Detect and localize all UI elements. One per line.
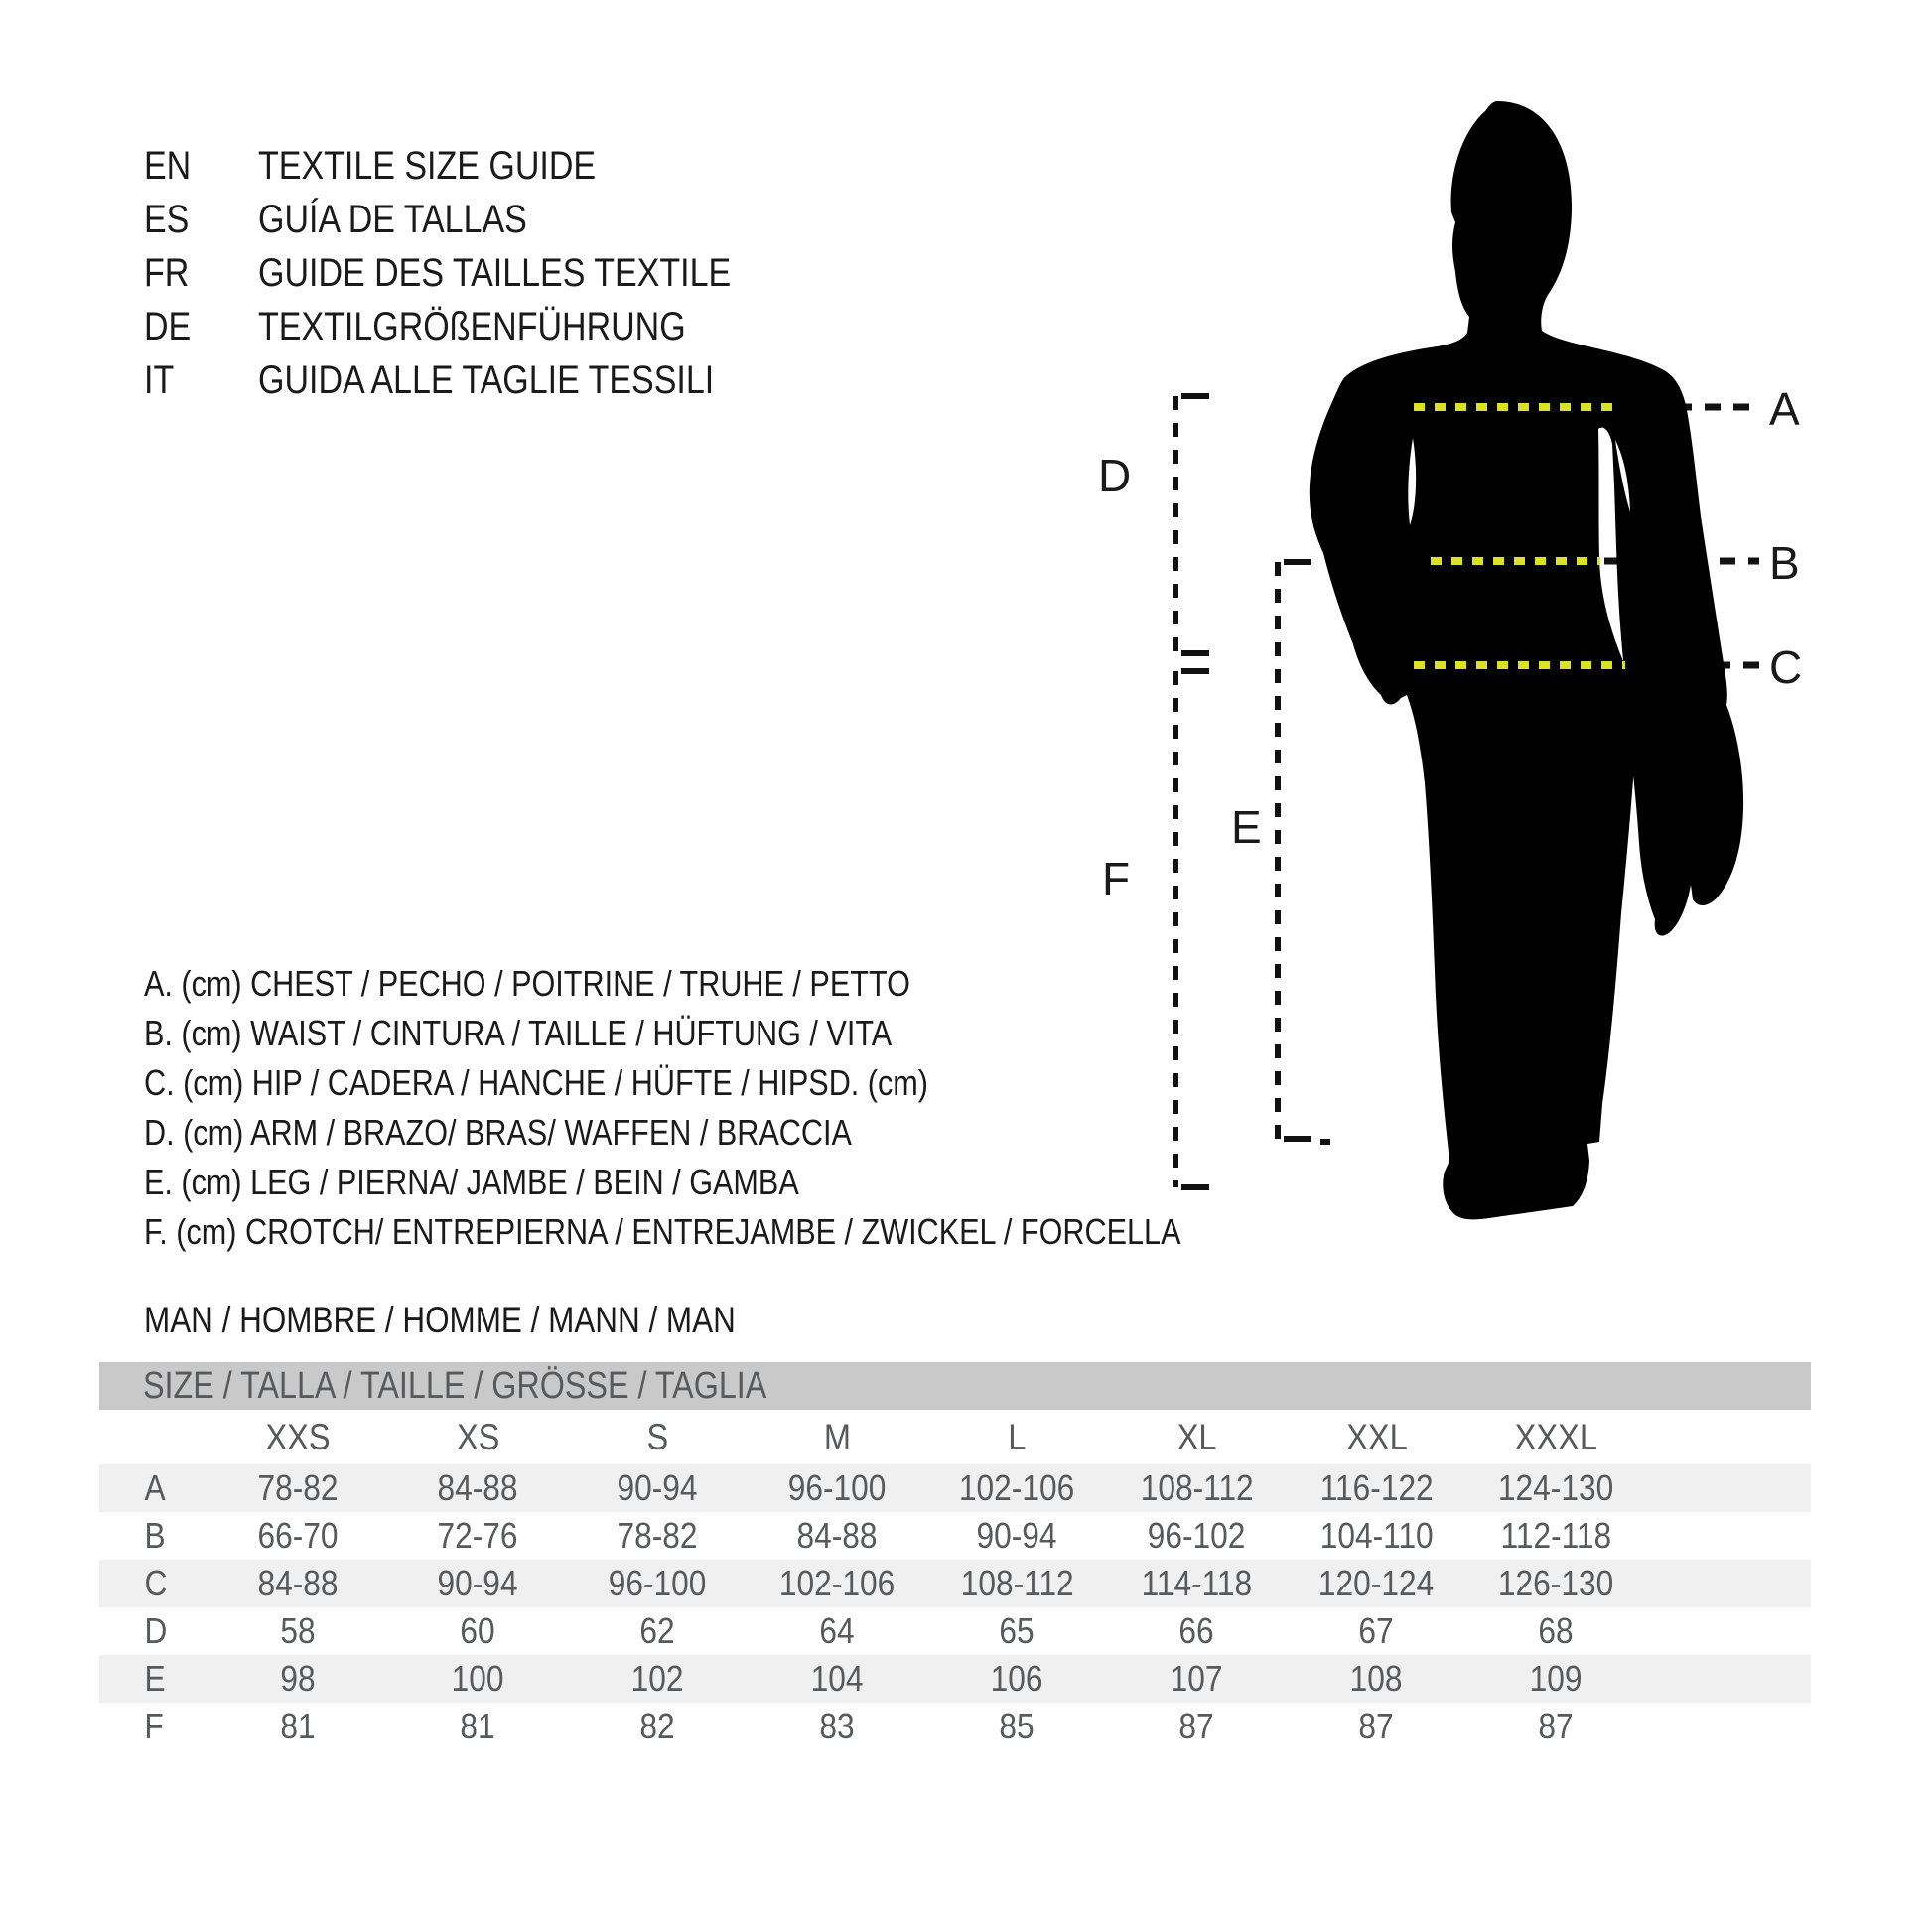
measure-label-hip: C (1769, 641, 1803, 693)
left-armpit-gap (1408, 438, 1416, 525)
table-row-arm (99, 1607, 1811, 1655)
cell: 108 (1350, 1658, 1403, 1699)
size-table (99, 1362, 1811, 1750)
cell: 58 (280, 1610, 317, 1651)
header-cell-l: L (1008, 1416, 1027, 1457)
header-cell-xl: XL (1176, 1416, 1217, 1457)
cell: 90-94 (976, 1515, 1058, 1556)
measure-label-arm: D (1098, 450, 1132, 501)
lang-title: GUIDE DES TAILLES TEXTILE (258, 251, 732, 295)
cell: 104 (811, 1658, 864, 1699)
cell: 112-118 (1500, 1515, 1612, 1556)
cell: 68 (1538, 1610, 1575, 1651)
lang-row-it (144, 353, 814, 407)
header-cell-m: M (823, 1416, 852, 1457)
table-row-chest (99, 1464, 1811, 1512)
row-label: A (144, 1467, 166, 1508)
cell: 100 (452, 1658, 504, 1699)
header-cell-xxs: XXS (265, 1416, 332, 1457)
header-cell-xs: XS (456, 1416, 500, 1457)
cell: 107 (1171, 1658, 1223, 1699)
legend-item-hip: C. (cm) HIP / CADERA / HANCHE / HÜFTE / HIPSD. (cm) (144, 1062, 928, 1103)
cell: 114-118 (1141, 1563, 1253, 1603)
lang-title: GUIDA ALLE TAGLIE TESSILI (258, 358, 715, 402)
measure-label-waist: B (1769, 537, 1800, 589)
cell: 62 (639, 1610, 676, 1651)
table-row-waist (99, 1512, 1811, 1560)
lang-title: GUÍA DE TALLAS (258, 198, 527, 241)
lang-row-fr (144, 246, 814, 300)
cell: 65 (999, 1610, 1035, 1651)
cell: 102-106 (959, 1467, 1075, 1508)
lang-code: EN (144, 144, 192, 188)
lang-code: IT (144, 358, 175, 402)
cell: 96-100 (609, 1563, 707, 1603)
cell: 87 (1178, 1706, 1215, 1746)
cell: 108-112 (960, 1563, 1074, 1603)
cell: 102 (631, 1658, 684, 1699)
measure-label-leg: E (1231, 801, 1262, 853)
cell: 78-82 (257, 1467, 340, 1508)
cell: 60 (460, 1610, 496, 1651)
legend-item-leg: E. (cm) LEG / PIERNA/ JAMBE / BEIN / GAMBA (144, 1162, 799, 1202)
cell: 66 (1178, 1610, 1215, 1651)
language-title-list (144, 139, 814, 407)
header-cell-xxl: XXL (1345, 1416, 1408, 1457)
size-table-title: SIZE / TALLA / TAILLE / GRÖSSE / TAGLIA (143, 1365, 767, 1407)
row-label: E (144, 1658, 166, 1699)
lang-title: TEXTILE SIZE GUIDE (258, 144, 597, 188)
lang-title: TEXTILGRÖßENFÜHRUNG (258, 305, 686, 348)
cell: 104-110 (1319, 1515, 1434, 1556)
legend-item-waist: B. (cm) WAIST / CINTURA / TAILLE / HÜFTUNG / VITA (144, 1013, 893, 1053)
cell: 81 (280, 1706, 317, 1746)
legend-item-arm: D. (cm) ARM / BRAZO/ BRAS/ WAFFEN / BRACCIA (144, 1112, 852, 1153)
cell: 87 (1538, 1706, 1575, 1746)
cell: 96-100 (788, 1467, 887, 1508)
cell: 72-76 (437, 1515, 519, 1556)
cell: 90-94 (617, 1467, 699, 1508)
lang-code: ES (144, 198, 190, 241)
row-label: F (144, 1706, 164, 1746)
lang-row-de (144, 300, 814, 353)
cell: 109 (1530, 1658, 1583, 1699)
lang-row-en (144, 139, 814, 193)
measurement-legend (144, 959, 1364, 1257)
header-cell-xxxl: XXXL (1514, 1416, 1598, 1457)
cell: 84-88 (257, 1563, 340, 1603)
cell: 116-122 (1319, 1467, 1434, 1508)
row-label: C (144, 1563, 168, 1603)
cell: 124-130 (1498, 1467, 1614, 1508)
cell: 78-82 (617, 1515, 699, 1556)
cell: 83 (819, 1706, 856, 1746)
cell: 98 (280, 1658, 317, 1699)
lang-code: DE (144, 305, 192, 348)
cell: 67 (1358, 1610, 1395, 1651)
lang-row-es (144, 193, 814, 246)
legend-item-crotch: F. (cm) CROTCH/ ENTREPIERNA / ENTREJAMBE / ZWICKEL / FORCELLA (144, 1211, 1181, 1252)
cell: 102-106 (779, 1563, 896, 1603)
measure-label-chest: A (1769, 383, 1800, 435)
size-table-header-row (99, 1410, 1811, 1464)
cell: 96-102 (1148, 1515, 1246, 1556)
lang-code: FR (144, 251, 190, 295)
table-row-leg (99, 1655, 1811, 1703)
cell: 81 (460, 1706, 496, 1746)
row-label: D (144, 1610, 168, 1651)
man-silhouette (1310, 101, 1743, 1219)
cell: 108-112 (1140, 1467, 1254, 1508)
cell: 64 (819, 1610, 856, 1651)
cell: 84-88 (437, 1467, 519, 1508)
table-row-crotch (99, 1703, 1811, 1750)
cell: 85 (999, 1706, 1035, 1746)
cell: 106 (991, 1658, 1043, 1699)
cell: 126-130 (1498, 1563, 1614, 1603)
right-armpit-gap (1615, 440, 1630, 512)
header-cell-s: S (646, 1416, 669, 1457)
cell: 87 (1358, 1706, 1395, 1746)
row-label: B (144, 1515, 166, 1556)
cell: 82 (639, 1706, 676, 1746)
size-table-title-bar (99, 1362, 1811, 1410)
table-row-hip (99, 1560, 1811, 1607)
measure-label-crotch: F (1102, 853, 1131, 904)
cell: 120-124 (1318, 1563, 1435, 1603)
cell: 90-94 (437, 1563, 519, 1603)
cell: 84-88 (796, 1515, 879, 1556)
legend-item-chest: A. (cm) CHEST / PECHO / POITRINE / TRUHE / PETTO (144, 963, 910, 1004)
cell: 66-70 (257, 1515, 340, 1556)
category-line: MAN / HOMBRE / HOMME / MANN / MAN (144, 1300, 736, 1340)
